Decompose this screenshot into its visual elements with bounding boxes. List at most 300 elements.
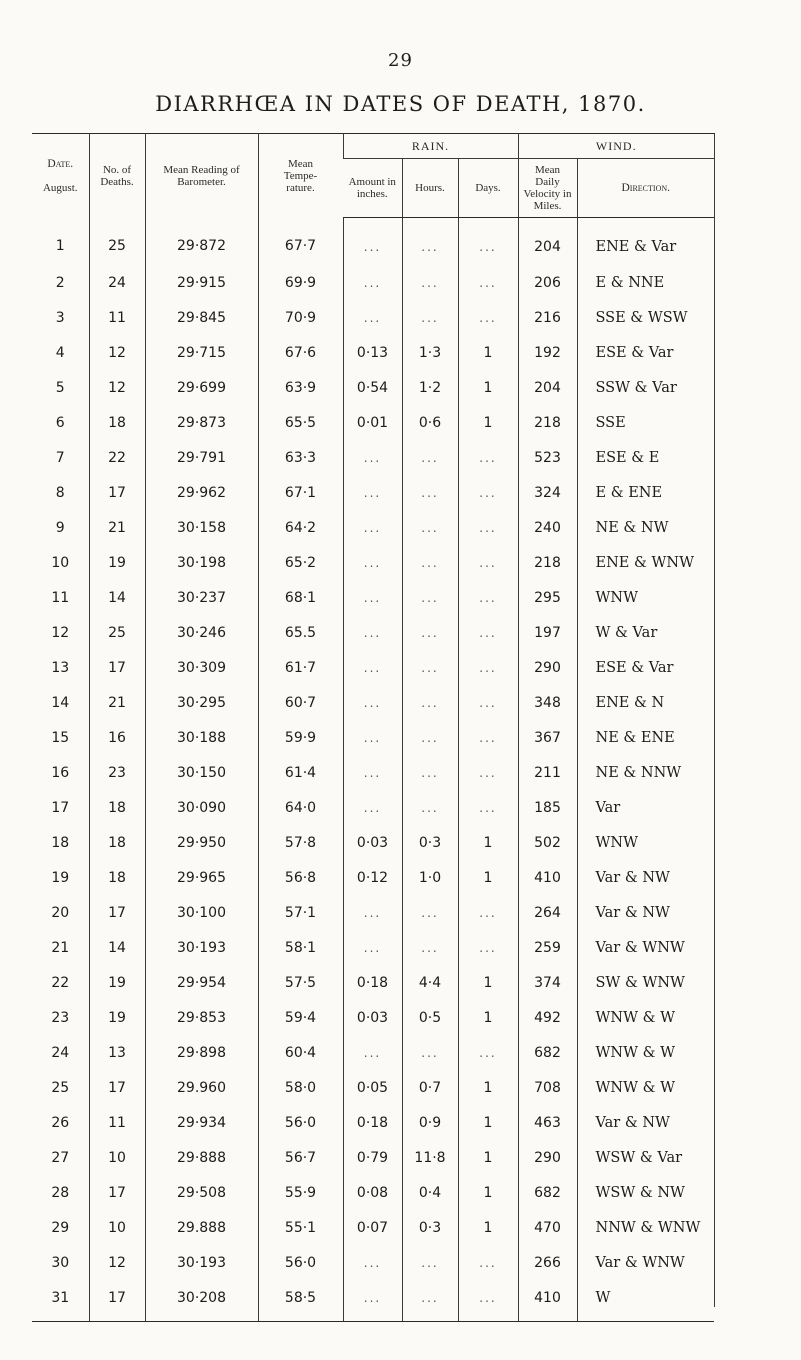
date-cell: 7: [55, 449, 65, 466]
table-row: [32, 790, 714, 825]
wind-direction-cell: SW & WNW: [577, 965, 714, 1000]
deaths-cell: 25: [89, 218, 145, 266]
table-row: [32, 335, 714, 370]
rain-hours-cell: 11·8: [402, 1140, 458, 1175]
table-row: [32, 300, 714, 335]
rain-days-cell: ...: [458, 790, 518, 825]
temperature-cell: 67·6: [258, 335, 343, 370]
rain-days-cell: 1: [458, 1175, 518, 1210]
deaths-cell: 23: [89, 755, 145, 790]
temperature-cell: 67·1: [258, 475, 343, 510]
wind-velocity-cell: 708: [518, 1070, 577, 1105]
barometer-cell: 30·198: [145, 545, 258, 580]
table-row: [32, 755, 714, 790]
rain-hours-cell: ...: [402, 300, 458, 335]
rain-amount-cell: ...: [343, 895, 402, 930]
table-body: [32, 218, 714, 1322]
rain-amount-cell: ...: [343, 510, 402, 545]
temperature-cell: 63·9: [258, 370, 343, 405]
temperature-cell: 65·2: [258, 545, 343, 580]
rain-hours-cell: ...: [402, 790, 458, 825]
deaths-cell: 11: [89, 1105, 145, 1140]
rain-hours-cell: 1·3: [402, 335, 458, 370]
deaths-cell: 21: [89, 510, 145, 545]
barometer-cell: 30·193: [145, 930, 258, 965]
temperature-cell: 55·9: [258, 1175, 343, 1210]
temperature-cell: 65·5: [258, 405, 343, 440]
wind-direction-cell: NE & ENE: [577, 720, 714, 755]
rain-hours-cell: 0·6: [402, 405, 458, 440]
temperature-cell: 56·8: [258, 860, 343, 895]
rain-amount-cell: ...: [343, 755, 402, 790]
table-row: [32, 510, 714, 545]
wind-velocity-cell: 492: [518, 1000, 577, 1035]
rain-hours-cell: ...: [402, 1035, 458, 1070]
temperature-cell: 57·5: [258, 965, 343, 1000]
rain-amount-cell: ...: [343, 930, 402, 965]
rain-days-cell: ...: [458, 218, 518, 266]
wind-velocity-cell: 523: [518, 440, 577, 475]
rain-days-cell: ...: [458, 545, 518, 580]
header-rain-hours: Hours.: [402, 159, 458, 218]
weather-deaths-table: [32, 133, 714, 1322]
barometer-cell: 30·090: [145, 790, 258, 825]
wind-velocity-cell: 374: [518, 965, 577, 1000]
rain-amount-cell: ...: [343, 440, 402, 475]
temperature-cell: 64·0: [258, 790, 343, 825]
wind-velocity-cell: 348: [518, 685, 577, 720]
table-row: [32, 218, 714, 266]
wind-direction-cell: WNW & W: [577, 1000, 714, 1035]
temperature-cell: 63·3: [258, 440, 343, 475]
barometer-cell: 29·845: [145, 300, 258, 335]
deaths-cell: 18: [89, 790, 145, 825]
rain-days-cell: 1: [458, 405, 518, 440]
wind-direction-cell: WSW & Var: [577, 1140, 714, 1175]
table-row: [32, 685, 714, 720]
table-row: [32, 720, 714, 755]
rain-amount-cell: 0·03: [343, 1000, 402, 1035]
barometer-cell: 29·853: [145, 1000, 258, 1035]
wind-direction-cell: W: [577, 1280, 714, 1322]
rain-amount-cell: 0·07: [343, 1210, 402, 1245]
wind-velocity-cell: 682: [518, 1035, 577, 1070]
rain-amount-cell: ...: [343, 720, 402, 755]
temperature-cell: 56·7: [258, 1140, 343, 1175]
temperature-cell: 58·1: [258, 930, 343, 965]
header-date: [32, 134, 89, 218]
barometer-cell: 30·188: [145, 720, 258, 755]
wind-velocity-cell: 266: [518, 1245, 577, 1280]
wind-velocity-cell: 502: [518, 825, 577, 860]
deaths-cell: 13: [89, 1035, 145, 1070]
wind-direction-cell: ENE & Var: [577, 218, 714, 266]
header-rain-amount: Amount in inches.: [343, 159, 402, 218]
rain-hours-cell: ...: [402, 265, 458, 300]
wind-direction-cell: WNW & W: [577, 1070, 714, 1105]
wind-velocity-cell: 206: [518, 265, 577, 300]
rain-hours-cell: ...: [402, 685, 458, 720]
rain-amount-cell: ...: [343, 615, 402, 650]
header-rain-group: RAIN.: [343, 134, 518, 159]
wind-direction-cell: Var: [577, 790, 714, 825]
date-cell: 5: [55, 379, 65, 396]
rain-days-cell: ...: [458, 755, 518, 790]
rain-amount-cell: ...: [343, 475, 402, 510]
date-cell: 16: [51, 764, 70, 781]
table-row: [32, 1070, 714, 1105]
date-cell: 30: [51, 1254, 70, 1271]
barometer-cell: 30·100: [145, 895, 258, 930]
wind-velocity-cell: 218: [518, 405, 577, 440]
rain-hours-cell: ...: [402, 545, 458, 580]
barometer-cell: 29·965: [145, 860, 258, 895]
barometer-cell: 29·715: [145, 335, 258, 370]
rain-days-cell: 1: [458, 860, 518, 895]
wind-direction-cell: ENE & WNW: [577, 545, 714, 580]
deaths-cell: 14: [89, 930, 145, 965]
barometer-cell: 30·309: [145, 650, 258, 685]
deaths-cell: 17: [89, 1280, 145, 1322]
rain-amount-cell: ...: [343, 300, 402, 335]
wind-direction-cell: ESE & E: [577, 440, 714, 475]
barometer-cell: 29·954: [145, 965, 258, 1000]
deaths-cell: 17: [89, 475, 145, 510]
date-cell: 22: [51, 974, 70, 991]
wind-direction-cell: SSE & WSW: [577, 300, 714, 335]
deaths-cell: 19: [89, 545, 145, 580]
rain-days-cell: ...: [458, 300, 518, 335]
wind-direction-cell: WNW & W: [577, 1035, 714, 1070]
deaths-cell: 17: [89, 1070, 145, 1105]
table-row: [32, 1035, 714, 1070]
table-row: [32, 370, 714, 405]
rain-hours-cell: 4·4: [402, 965, 458, 1000]
rain-amount-cell: 0·54: [343, 370, 402, 405]
barometer-cell: 30·237: [145, 580, 258, 615]
barometer-cell: 29.960: [145, 1070, 258, 1105]
deaths-cell: 11: [89, 300, 145, 335]
deaths-cell: 16: [89, 720, 145, 755]
rain-days-cell: ...: [458, 685, 518, 720]
wind-velocity-cell: 185: [518, 790, 577, 825]
wind-direction-cell: NE & NNW: [577, 755, 714, 790]
table-row: [32, 440, 714, 475]
deaths-cell: 17: [89, 650, 145, 685]
rain-amount-cell: ...: [343, 265, 402, 300]
deaths-cell: 19: [89, 1000, 145, 1035]
wind-velocity-cell: 410: [518, 860, 577, 895]
rain-amount-cell: 0·05: [343, 1070, 402, 1105]
header-wind-group: WIND.: [518, 134, 714, 159]
barometer-cell: 29·699: [145, 370, 258, 405]
page-title: DIARRHŒA IN DATES OF DEATH, 1870.: [155, 92, 646, 116]
table-row: [32, 965, 714, 1000]
rain-amount-cell: 0·79: [343, 1140, 402, 1175]
table-row: [32, 1105, 714, 1140]
wind-direction-cell: NNW & WNW: [577, 1210, 714, 1245]
rain-days-cell: 1: [458, 1000, 518, 1035]
table-row: [32, 895, 714, 930]
rain-days-cell: ...: [458, 650, 518, 685]
temperature-cell: 64·2: [258, 510, 343, 545]
date-cell: 1: [55, 238, 65, 255]
wind-direction-cell: WNW: [577, 580, 714, 615]
wind-velocity-cell: 264: [518, 895, 577, 930]
barometer-cell: 29·962: [145, 475, 258, 510]
temperature-cell: 59·9: [258, 720, 343, 755]
rain-days-cell: 1: [458, 1140, 518, 1175]
date-cell: 12: [51, 624, 70, 641]
barometer-cell: 30·208: [145, 1280, 258, 1322]
rain-hours-cell: ...: [402, 218, 458, 266]
rain-days-cell: 1: [458, 965, 518, 1000]
rain-amount-cell: 0·08: [343, 1175, 402, 1210]
temperature-cell: 69·9: [258, 265, 343, 300]
rain-amount-cell: ...: [343, 1245, 402, 1280]
rain-hours-cell: ...: [402, 615, 458, 650]
rain-days-cell: ...: [458, 1035, 518, 1070]
rain-days-cell: 1: [458, 370, 518, 405]
barometer-cell: 30·193: [145, 1245, 258, 1280]
temperature-cell: 58·5: [258, 1280, 343, 1322]
wind-direction-cell: W & Var: [577, 615, 714, 650]
rain-amount-cell: 0·03: [343, 825, 402, 860]
rain-days-cell: 1: [458, 1210, 518, 1245]
deaths-cell: 18: [89, 860, 145, 895]
rain-days-cell: ...: [458, 1280, 518, 1322]
barometer-cell: 29·791: [145, 440, 258, 475]
rain-amount-cell: ...: [343, 1035, 402, 1070]
rain-amount-cell: 0·01: [343, 405, 402, 440]
rain-amount-cell: ...: [343, 218, 402, 266]
rain-hours-cell: ...: [402, 510, 458, 545]
deaths-cell: 25: [89, 615, 145, 650]
wind-direction-cell: Var & NW: [577, 860, 714, 895]
temperature-cell: 68·1: [258, 580, 343, 615]
temperature-cell: 60·4: [258, 1035, 343, 1070]
temperature-cell: 61·7: [258, 650, 343, 685]
temperature-cell: 65.5: [258, 615, 343, 650]
barometer-cell: 29·872: [145, 218, 258, 266]
barometer-cell: 30·158: [145, 510, 258, 545]
rain-amount-cell: 0·18: [343, 1105, 402, 1140]
rain-amount-cell: ...: [343, 685, 402, 720]
temperature-cell: 56·0: [258, 1105, 343, 1140]
wind-velocity-cell: 204: [518, 370, 577, 405]
rain-days-cell: ...: [458, 265, 518, 300]
wind-direction-cell: NE & NW: [577, 510, 714, 545]
table-row: [32, 1140, 714, 1175]
deaths-cell: 17: [89, 895, 145, 930]
barometer-cell: 29·934: [145, 1105, 258, 1140]
deaths-cell: 12: [89, 1245, 145, 1280]
date-cell: 25: [51, 1079, 70, 1096]
date-cell: 9: [55, 519, 65, 536]
barometer-cell: 29·950: [145, 825, 258, 860]
table-row: [32, 1175, 714, 1210]
wind-velocity-cell: 211: [518, 755, 577, 790]
rain-hours-cell: 0·9: [402, 1105, 458, 1140]
wind-velocity-cell: 197: [518, 615, 577, 650]
rain-days-cell: 1: [458, 825, 518, 860]
rain-hours-cell: 1·2: [402, 370, 458, 405]
wind-velocity-cell: 463: [518, 1105, 577, 1140]
wind-velocity-cell: 295: [518, 580, 577, 615]
barometer-cell: 29·873: [145, 405, 258, 440]
temperature-cell: 61·4: [258, 755, 343, 790]
wind-direction-cell: ENE & N: [577, 685, 714, 720]
barometer-cell: 29·898: [145, 1035, 258, 1070]
barometer-cell: 29·888: [145, 1140, 258, 1175]
header-rain-days: Days.: [458, 159, 518, 218]
date-cell: 23: [51, 1009, 70, 1026]
wind-velocity-cell: 470: [518, 1210, 577, 1245]
rain-hours-cell: ...: [402, 475, 458, 510]
date-cell: 26: [51, 1114, 70, 1131]
table-row: [32, 545, 714, 580]
header-date-month: August.: [42, 181, 78, 194]
wind-velocity-cell: 204: [518, 218, 577, 266]
rain-days-cell: 1: [458, 1105, 518, 1140]
wind-direction-cell: Var & WNW: [577, 930, 714, 965]
wind-direction-cell: SSE: [577, 405, 714, 440]
temperature-cell: 55·1: [258, 1210, 343, 1245]
date-cell: 2: [55, 274, 65, 291]
page-number: 29: [388, 50, 413, 71]
date-cell: 17: [51, 799, 70, 816]
table-row: [32, 825, 714, 860]
date-cell: 24: [51, 1044, 70, 1061]
date-cell: 31: [32, 1280, 89, 1322]
wind-direction-cell: SSW & Var: [577, 370, 714, 405]
deaths-cell: 22: [89, 440, 145, 475]
wind-velocity-cell: 682: [518, 1175, 577, 1210]
wind-velocity-cell: 240: [518, 510, 577, 545]
deaths-cell: 18: [89, 405, 145, 440]
table-row: [32, 1245, 714, 1280]
rain-amount-cell: 0·12: [343, 860, 402, 895]
temperature-cell: 59·4: [258, 1000, 343, 1035]
table-row: [32, 1280, 714, 1322]
rain-hours-cell: 0·3: [402, 825, 458, 860]
table-row: [32, 1000, 714, 1035]
wind-direction-cell: Var & WNW: [577, 1245, 714, 1280]
deaths-cell: 21: [89, 685, 145, 720]
rain-amount-cell: ...: [343, 580, 402, 615]
wind-velocity-cell: 324: [518, 475, 577, 510]
wind-velocity-cell: 290: [518, 1140, 577, 1175]
rain-hours-cell: ...: [402, 720, 458, 755]
date-cell: 14: [51, 694, 70, 711]
wind-direction-cell: WNW: [577, 825, 714, 860]
wind-velocity-cell: 259: [518, 930, 577, 965]
table-row: [32, 580, 714, 615]
wind-direction-cell: E & NNE: [577, 265, 714, 300]
rain-days-cell: ...: [458, 475, 518, 510]
date-cell: 15: [51, 729, 70, 746]
table-row: [32, 615, 714, 650]
wind-velocity-cell: 290: [518, 650, 577, 685]
temperature-cell: 57·8: [258, 825, 343, 860]
rain-hours-cell: 1·0: [402, 860, 458, 895]
header-date-label: Date.: [47, 157, 74, 170]
temperature-cell: 67·7: [258, 218, 343, 266]
rain-amount-cell: ...: [343, 1280, 402, 1322]
date-cell: 27: [51, 1149, 70, 1166]
wind-direction-cell: ESE & Var: [577, 335, 714, 370]
table-row: [32, 1210, 714, 1245]
rain-days-cell: 1: [458, 1070, 518, 1105]
date-cell: 11: [51, 589, 70, 606]
date-cell: 28: [51, 1184, 70, 1201]
table-row: [32, 650, 714, 685]
temperature-cell: 58·0: [258, 1070, 343, 1105]
deaths-cell: 12: [89, 370, 145, 405]
table-row: [32, 475, 714, 510]
barometer-cell: 29·508: [145, 1175, 258, 1210]
rain-hours-cell: 0·4: [402, 1175, 458, 1210]
rain-days-cell: ...: [458, 440, 518, 475]
rain-amount-cell: 0·13: [343, 335, 402, 370]
date-cell: 10: [51, 554, 70, 571]
rain-days-cell: ...: [458, 615, 518, 650]
wind-direction-cell: Var & NW: [577, 895, 714, 930]
rain-days-cell: ...: [458, 895, 518, 930]
header-deaths: No. of Deaths.: [89, 134, 145, 218]
wind-direction-cell: E & ENE: [577, 475, 714, 510]
deaths-cell: 24: [89, 265, 145, 300]
rain-days-cell: ...: [458, 580, 518, 615]
rain-amount-cell: ...: [343, 790, 402, 825]
wind-velocity-cell: 192: [518, 335, 577, 370]
rain-hours-cell: ...: [402, 580, 458, 615]
rain-amount-cell: 0·18: [343, 965, 402, 1000]
table-row: [32, 405, 714, 440]
temperature-cell: 70·9: [258, 300, 343, 335]
rain-hours-cell: ...: [402, 440, 458, 475]
barometer-cell: 30·246: [145, 615, 258, 650]
rain-hours-cell: ...: [402, 1245, 458, 1280]
date-cell: 4: [55, 344, 65, 361]
wind-direction-cell: WSW & NW: [577, 1175, 714, 1210]
barometer-cell: 29.888: [145, 1210, 258, 1245]
table-row: [32, 265, 714, 300]
deaths-cell: 10: [89, 1210, 145, 1245]
date-cell: 6: [55, 414, 65, 431]
header-barometer: Mean Reading of Barometer.: [145, 134, 258, 218]
rain-amount-cell: ...: [343, 545, 402, 580]
deaths-cell: 12: [89, 335, 145, 370]
rain-hours-cell: ...: [402, 755, 458, 790]
temperature-cell: 60·7: [258, 685, 343, 720]
rain-hours-cell: ...: [402, 650, 458, 685]
wind-velocity-cell: 216: [518, 300, 577, 335]
date-cell: 21: [51, 939, 70, 956]
rain-hours-cell: ...: [402, 1280, 458, 1322]
rain-days-cell: ...: [458, 1245, 518, 1280]
deaths-cell: 17: [89, 1175, 145, 1210]
deaths-cell: 10: [89, 1140, 145, 1175]
rain-days-cell: ...: [458, 720, 518, 755]
rain-amount-cell: ...: [343, 650, 402, 685]
deaths-cell: 18: [89, 825, 145, 860]
wind-velocity-cell: 410: [518, 1280, 577, 1322]
rain-hours-cell: ...: [402, 930, 458, 965]
rain-days-cell: ...: [458, 930, 518, 965]
rain-hours-cell: 0·5: [402, 1000, 458, 1035]
header-wind-velocity: Mean Daily Velocity in Miles.: [518, 159, 577, 218]
